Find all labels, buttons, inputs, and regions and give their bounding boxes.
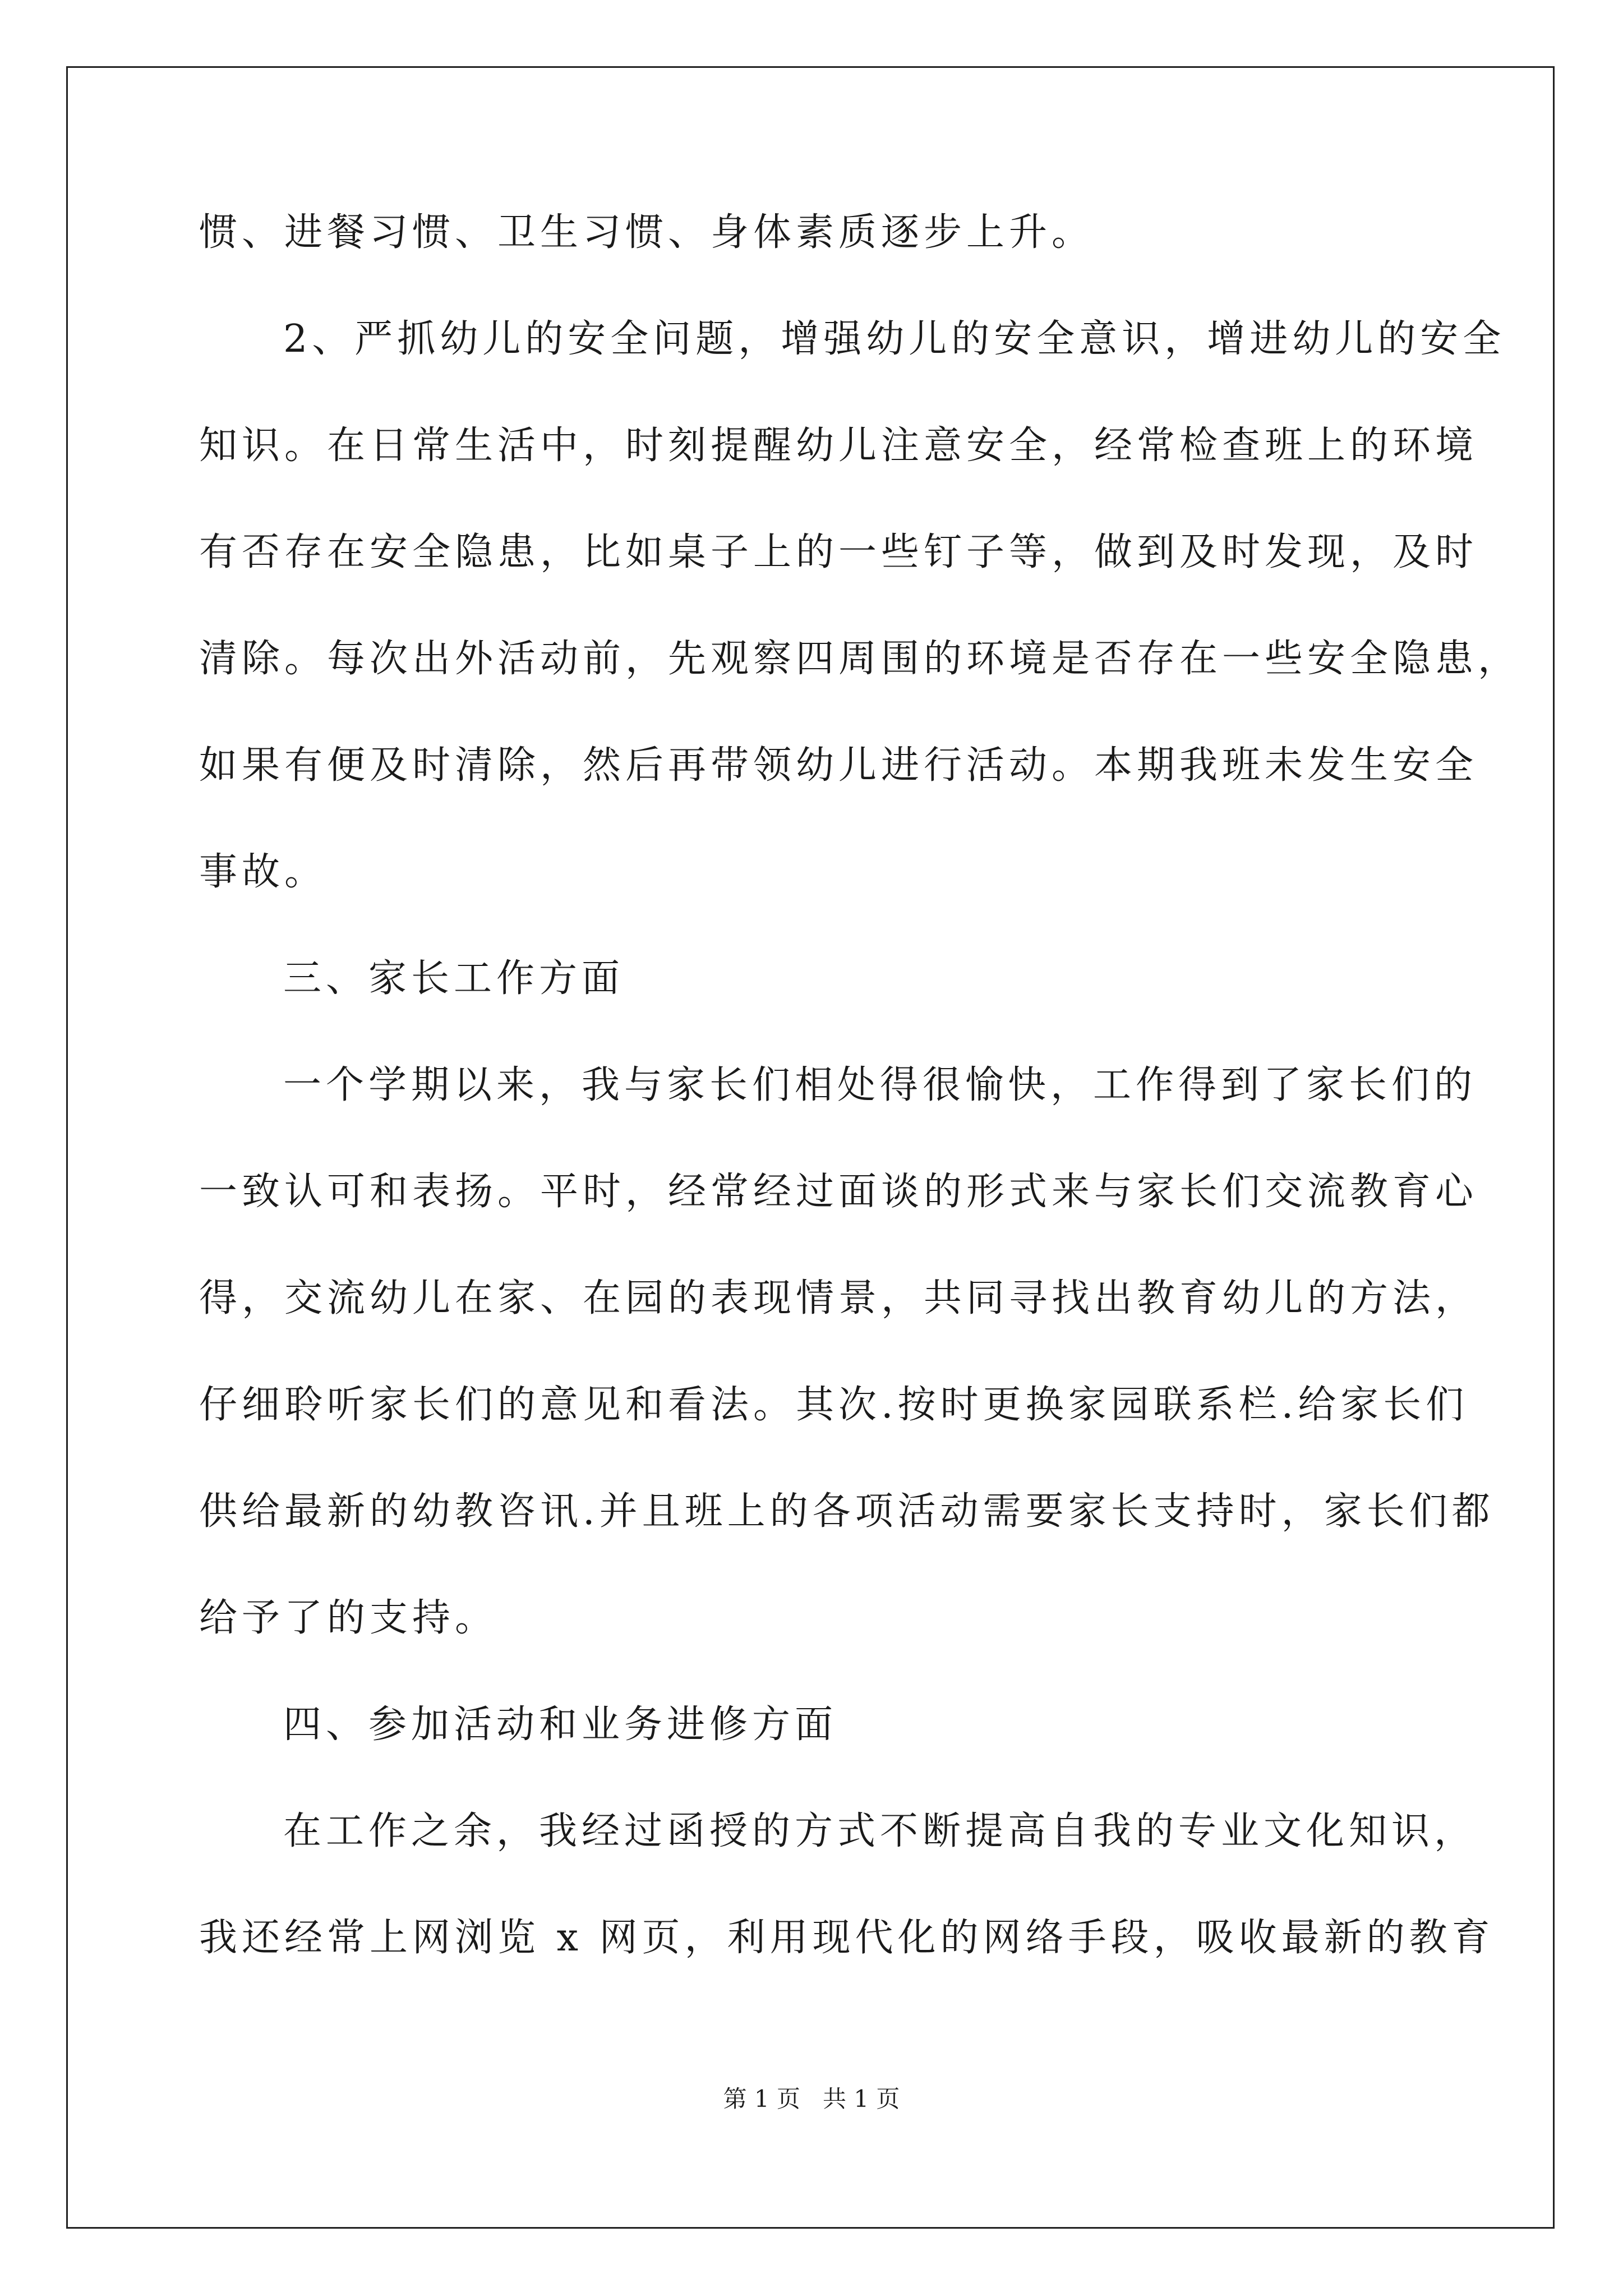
text-line: 在工作之余，我经过函授的方式不断提高自我的专业文化知识，: [283, 1809, 1477, 1853]
text-line: 仔细聆听家长们的意见和看法。其次.按时更换家园联系栏.给家长们: [199, 1383, 1469, 1427]
page-number-total: 共 1 页: [823, 2085, 900, 2113]
text-line: 清除。每次出外活动前，先观察四周围的环境是否存在一些安全隐患，: [199, 637, 1521, 681]
text-line: 得，交流幼儿在家、在园的表现情景，共同寻找出教育幼儿的方法，: [199, 1276, 1478, 1320]
text-line: 一致认可和表扬。平时，经常经过面谈的形式来与家长们交流教育心: [199, 1170, 1478, 1214]
text-line: 一个学期以来，我与家长们相处得很愉快，工作得到了家长们的: [283, 1063, 1477, 1107]
page-border: [66, 66, 1555, 2229]
section-heading: 三、家长工作方面: [283, 956, 625, 1001]
text-line: 2、严抓幼儿的安全问题，增强幼儿的安全意识，增进幼儿的安全: [283, 317, 1506, 361]
text-line: 知识。在日常生活中，时刻提醒幼儿注意安全，经常检查班上的环境: [199, 424, 1478, 468]
text-line: 有否存在安全隐患，比如桌子上的一些钉子等，做到及时发现，及时: [199, 530, 1478, 574]
text-line: 事故。: [199, 850, 328, 894]
section-heading: 四、参加活动和业务进修方面: [283, 1703, 838, 1747]
text-line: 供给最新的幼教咨讯.并且班上的各项活动需要家长支持时，家长们都: [199, 1489, 1495, 1534]
text-line: 惯、进餐习惯、卫生习惯、身体素质逐步上升。: [199, 210, 1095, 255]
text-line: 给予了的支持。: [199, 1596, 498, 1640]
text-line: 我还经常上网浏览 x 网页，利用现代化的网络手段，吸收最新的教育: [199, 1916, 1495, 1960]
page-number-current: 第 1 页: [723, 2085, 800, 2113]
page-footer: [0, 2082, 1623, 2116]
text-line: 如果有便及时清除，然后再带领幼儿进行活动。本期我班未发生安全: [199, 743, 1478, 788]
